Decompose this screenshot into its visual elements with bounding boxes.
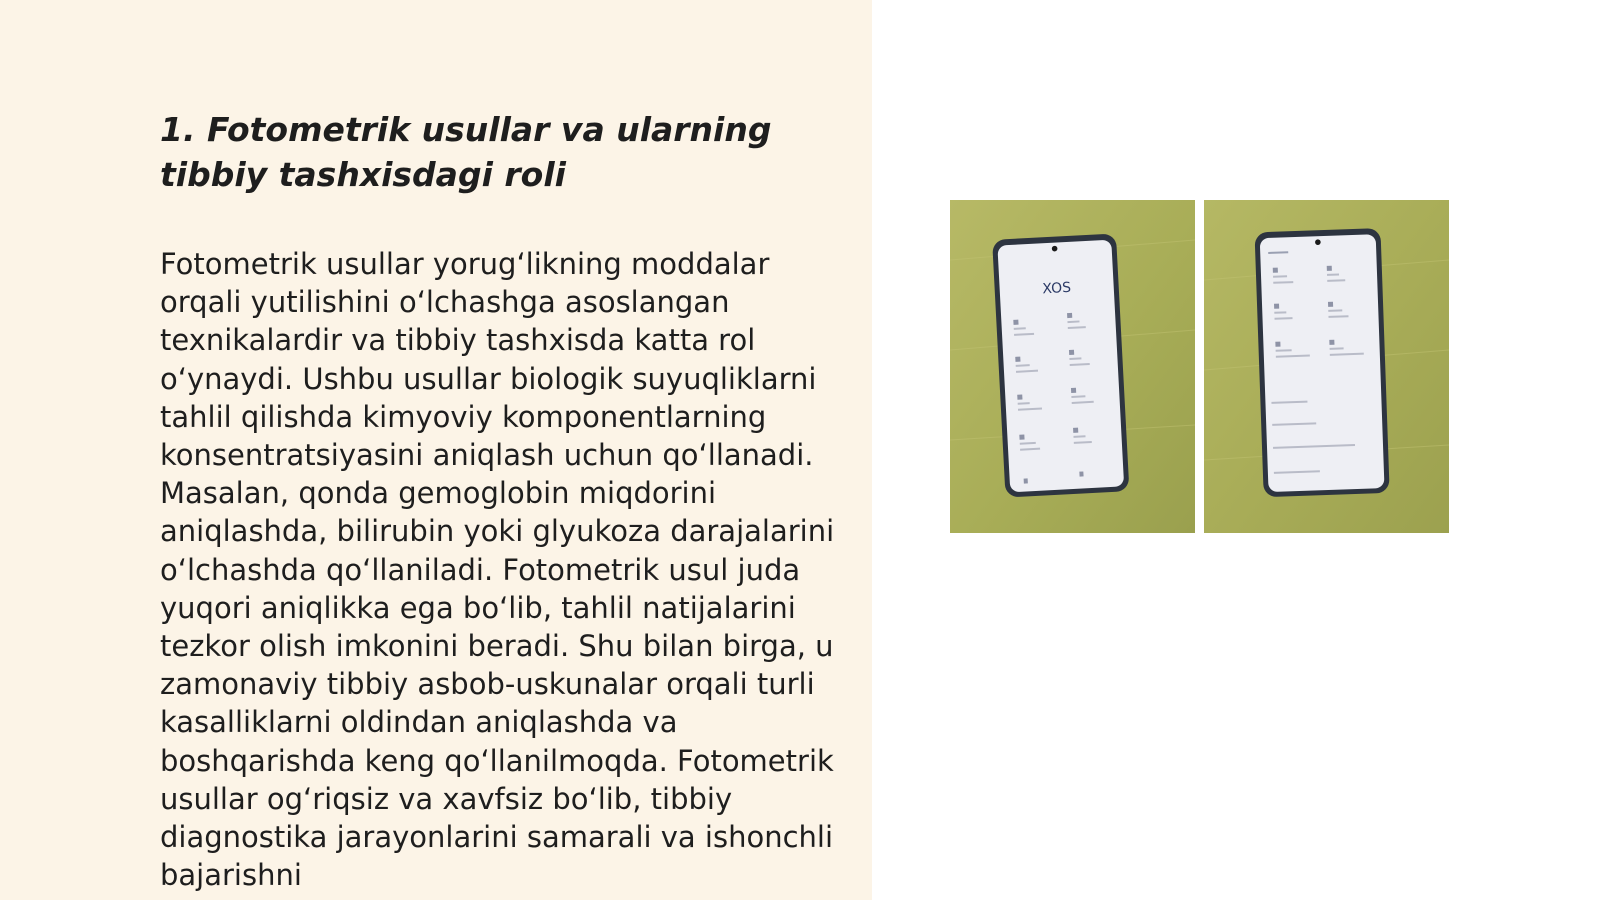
slide-body-text: Fotometrik usullar yorug‘likning moddalar orqali yutilishini o‘lchashga asoslangan texnikalardir va tibbiy tashxisda katta rol o‘ynaydi. Ushbu usullar biologik suyuqliklarni tahlil qilishda kimyoviy komponentlarning konsentratsiyasini aniqlash uchun qo‘llanadi. Masalan, qonda gemoglobin miqdorini aniqlashda, bilirubin yoki glyukoza darajalarini o‘lchashda qo‘llaniladi. Fotometrik usul juda yuqori aniqlikka ega bo‘lib, tahlil natijalarini tezkor olish imkonini beradi. Shu bilan birga, u zamonaviy tibbiy asbob-uskunalar orqali turli kasalliklarni oldindan aniqlashda va boshqarishda keng qo‘llanilmoqda. Fotometrik usullar og‘riqsiz va xavfsiz bo‘lib, tibbiy diagnostika jarayonlarini samarali va ishonchli bajarishni (160, 247, 835, 893)
slide-title: 1. Fotometrik usullar va ularning tibbiy tashxisdagi roli (160, 110, 772, 194)
phone-photo-front-image (950, 200, 1195, 533)
phone-screen-logo: XOS (1042, 279, 1072, 298)
phone-photo-front (950, 200, 1195, 533)
phone-photo-settings-image (1204, 200, 1449, 533)
phone-photo-settings (1204, 200, 1449, 533)
